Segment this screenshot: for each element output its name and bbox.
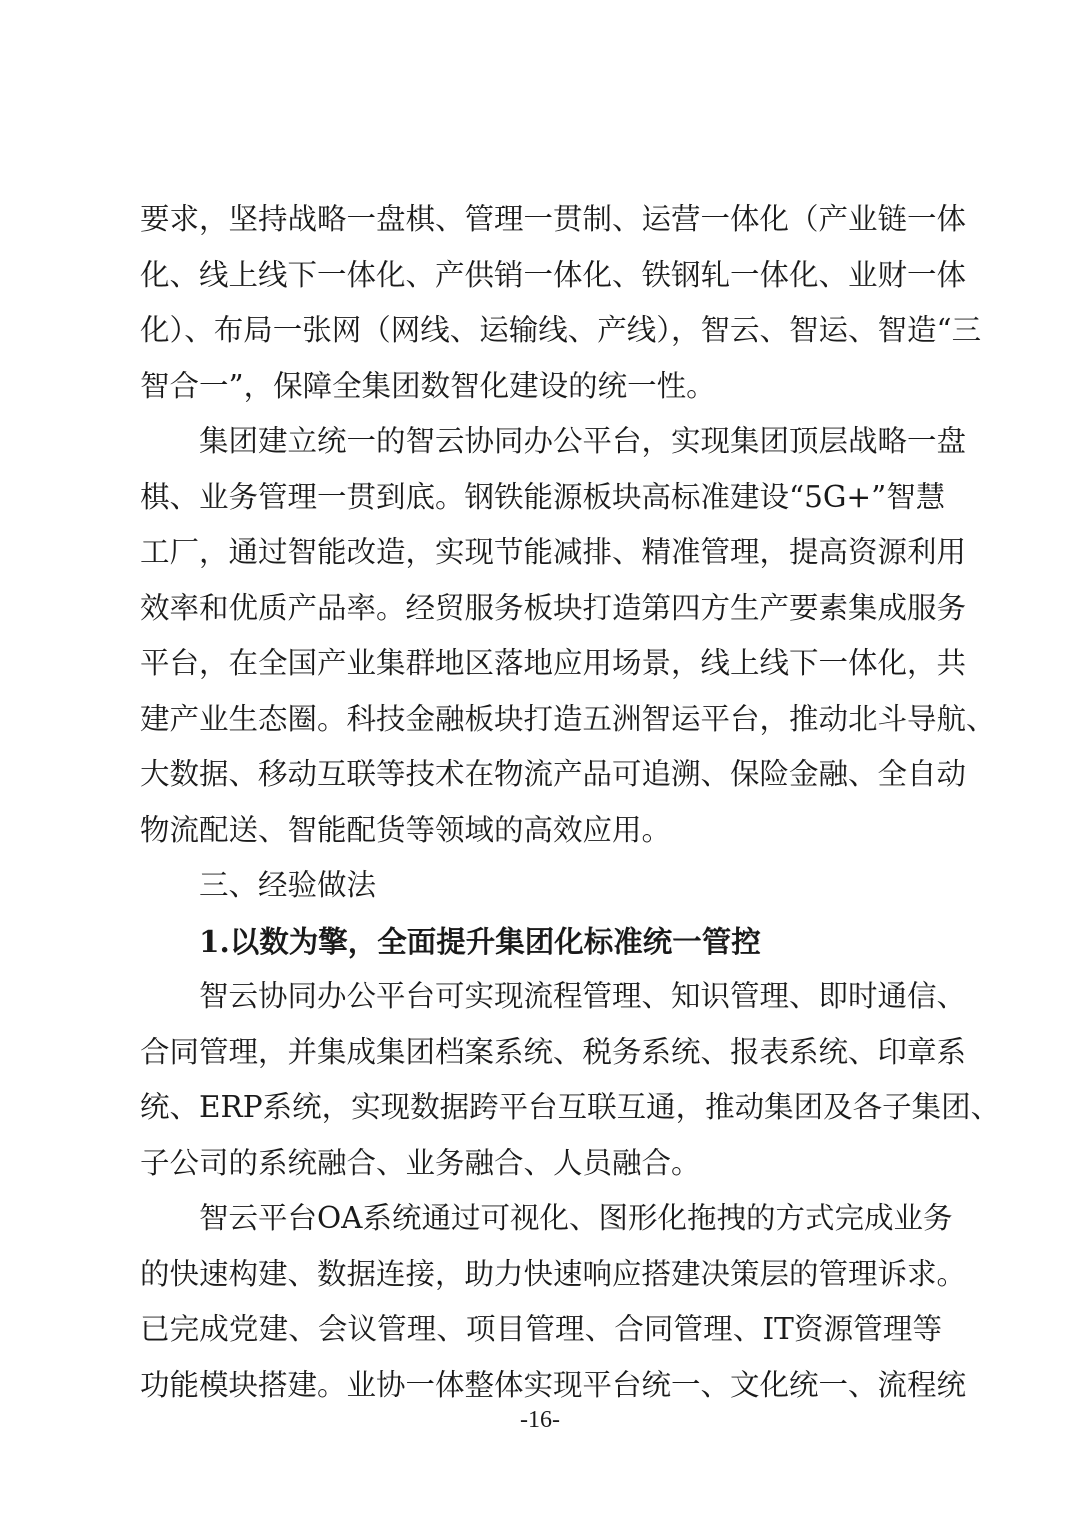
paragraph-line: 物流配送、智能配货等领域的高效应用。 xyxy=(140,812,672,847)
paragraph-line: 智云平台OA系统通过可视化、图形化拖拽的方式完成业务 xyxy=(199,1201,953,1235)
paragraph-line: 功能模块搭建。业协一体整体实现平台统一、文化统一、流程统 xyxy=(140,1367,967,1402)
section-heading: 三、经验做法 xyxy=(199,868,377,902)
paragraph-line: 工厂，通过智能改造，实现节能减排、精准管理，提高资源利用 xyxy=(140,535,967,569)
paragraph-line: 子公司的系统融合、业务融合、人员融合。 xyxy=(140,1145,701,1180)
paragraph-line: 合同管理，并集成集团档案系统、税务系统、报表系统、印章系 xyxy=(140,1034,967,1069)
paragraph-line: 集团建立统一的智云协同办公平台，实现集团顶层战略一盘 xyxy=(199,424,967,458)
paragraph-line: 平台，在全国产业集群地区落地应用场景，线上线下一体化，共 xyxy=(140,646,967,680)
paragraph-line: 化、线上线下一体化、产供销一体化、铁钢轧一体化、业财一体 xyxy=(140,257,967,292)
subsection-heading: 1.以数为擎，全面提升集团化标准统一管控 xyxy=(199,923,761,959)
paragraph-line: 智合一”，保障全集团数智化建设的统一性。 xyxy=(140,368,716,403)
paragraph-line: 建产业生态圈。科技金融板块打造五洲智运平台，推动北斗导航、 xyxy=(140,701,996,736)
paragraph-line: 统、ERP系统，实现数据跨平台互联互通，推动集团及各子集团、 xyxy=(140,1090,1001,1124)
paragraph-line: 智云协同办公平台可实现流程管理、知识管理、即时通信、 xyxy=(199,979,967,1013)
paragraph-line: 化）、布局一张网（网线、运输线、产线），智云、智运、智造“三 xyxy=(140,313,982,347)
paragraph-line: 棋、业务管理一贯到底。钢铁能源板块高标准建设“5G+”智慧 xyxy=(140,479,946,514)
paragraph-line: 大数据、移动互联等技术在物流产品可追溯、保险金融、全自动 xyxy=(140,757,967,791)
page-number: -16- xyxy=(520,1407,560,1433)
paragraph-line: 的快速构建、数据连接，助力快速响应搭建决策层的管理诉求。 xyxy=(140,1256,967,1291)
document-body xyxy=(140,192,1001,1413)
paragraph-line: 效率和优质产品率。经贸服务板块打造第四方生产要素集成服务 xyxy=(140,590,967,625)
paragraph-line: 已完成党建、会议管理、项目管理、合同管理、IT资源管理等 xyxy=(140,1312,942,1346)
paragraph-line: 要求，坚持战略一盘棋、管理一贯制、运营一体化（产业链一体 xyxy=(140,202,967,236)
